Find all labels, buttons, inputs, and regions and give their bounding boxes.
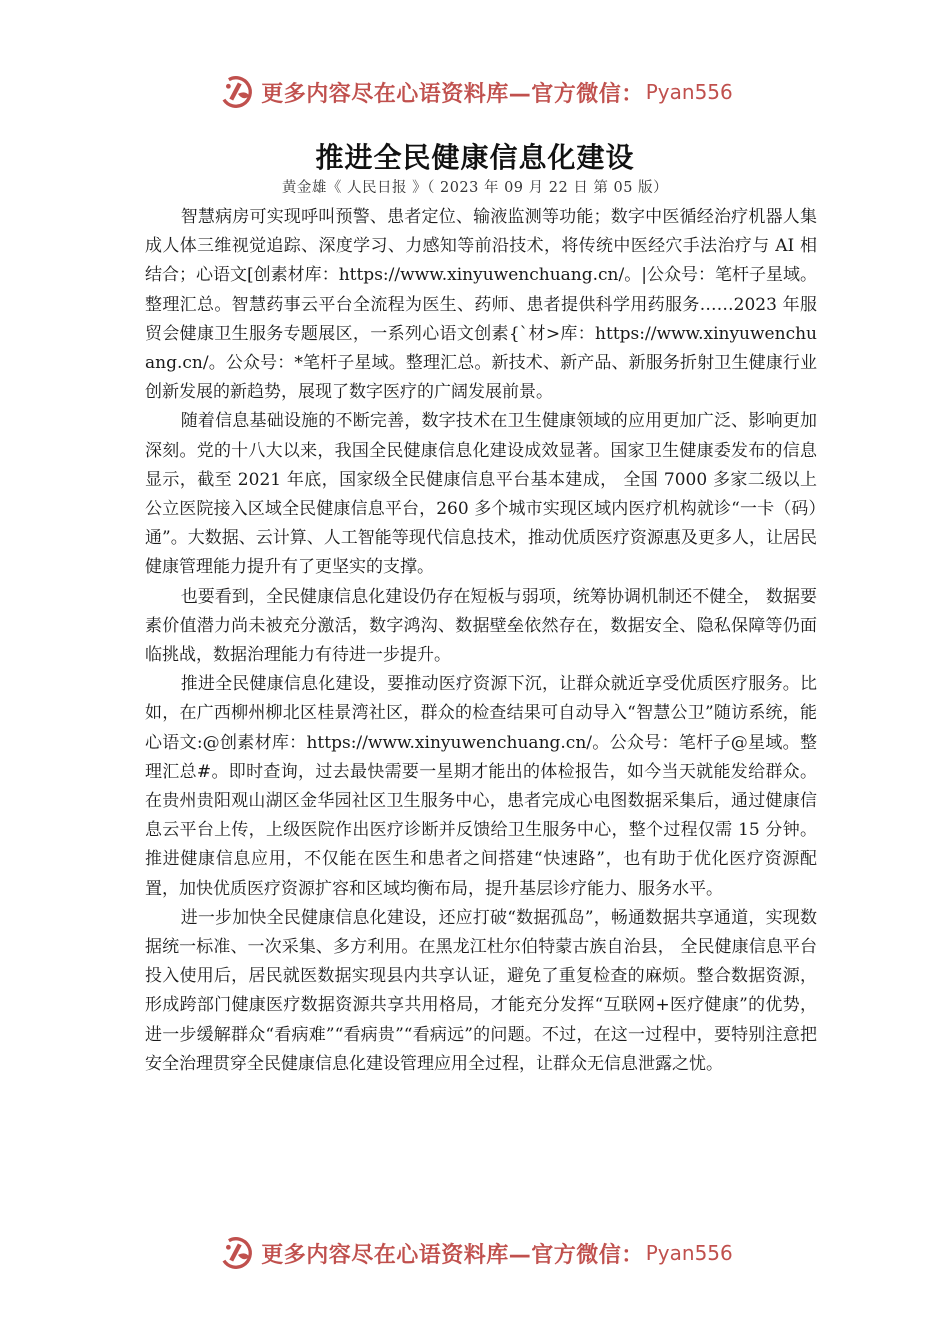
brand-logo-icon [217, 1234, 255, 1272]
article-body [145, 203, 817, 1079]
banner-text: 更多内容尽在心语资料库—官方微信： [261, 1242, 644, 1268]
paragraph: 智慧病房可实现呼叫预警、患者定位、输液监测等功能；数字中医循经治疗机器人集成人体三维视觉追踪、深度学习、力感知等前沿技术，将传统中医经穴手法治疗与 AI 相结合；心语文[创素材库：https://www.xinyuwenchuang.cn/。|公众号：笔杆子星域。整理汇总。智慧药事云平台全流程为医生、药师、患者提供科学用药服务……2023 年服贸会健康卫生服务专题展区，一系列心语文创素{`材>库：https://www.xinyuwenchuang.cn/。公众号：*笔杆子星域。整理汇总。新技术、新产品、新服务折射卫生健康行业创新发展的新趋势，展现了数字医疗的广阔发展前景。 [145, 207, 817, 403]
paragraph: 也要看到，全民健康信息化建设仍存在短板与弱项，统筹协调机制还不健全， 数据要素价值潜力尚未被充分激活，数字鸿沟、数据壁垒依然存在，数据安全、隐私保障等仍面临挑战，数据治理能力有待进一步提升。 [145, 586, 817, 666]
header-banner [0, 72, 950, 112]
paragraph: 进一步加快全民健康信息化建设，还应打破“数据孤岛”，畅通数据共享通道，实现数据统一标准、一次采集、多方利用。在黑龙江杜尔伯特蒙古族自治县， 全民健康信息平台投入使用后，居民就医数据实现县内共享认证，避免了重复检查的麻烦。整合数据资源，形成跨部门健康医疗数据资源共享共用格局，才能充分发挥“互联网+医疗健康”的优势，进一步缓解群众“看病难”“看病贵”“看病远”的问题。不过，在这一过程中，要特别注意把安全治理贯穿全民健康信息化建设管理应用全过程，让群众无信息泄露之忧。 [145, 907, 817, 1074]
brand-logo-icon [217, 73, 255, 111]
paragraph: 推进全民健康信息化建设，要推动医疗资源下沉，让群众就近享受优质医疗服务。比如，在广西柳州柳北区桂景湾社区，群众的检查结果可自动导入“智慧公卫”随访系统，能心语文:@创素材库：https://www.xinyuwenchuang.cn/。公众号：笔杆子@星域。整理汇总#。即时查询，过去最快需要一星期才能出的体检报告，如今当天就能发给群众。在贵州贵阳观山湖区金华园社区卫生服务中心，患者完成心电图数据采集后，通过健康信息云平台上传，上级医院作出医疗诊断并反馈给卫生服务中心，整个过程仅需 15 分钟。推进健康信息应用，不仅能在医生和患者之间搭建“快速路”，也有助于优化医疗资源配置，加快优质医疗资源扩容和区域均衡布局，提升基层诊疗能力、服务水平。 [145, 674, 817, 899]
banner-text: 更多内容尽在心语资料库—官方微信： [261, 81, 644, 107]
wechat-id: Pyan556 [645, 80, 733, 104]
wechat-id: Pyan556 [645, 1241, 733, 1265]
article-title: 推进全民健康信息化建设 [315, 141, 635, 174]
paragraph: 随着信息基础设施的不断完善，数字技术在卫生健康领域的应用更加广泛、影响更加深刻。党的十八大以来，我国全民健康信息化建设成效显著。国家卫生健康委发布的信息显示，截至 2021 年底，国家级全民健康信息平台基本建成， 全国 7000 多家二级以上公立医院接入区域全民健康信息平台，260 多个城市实现区域内医疗机构就诊“一卡（码）通”。大数据、云计算、人工智能等现代信息技术，推动优质医疗资源惠及更多人，让居民健康管理能力提升有了更坚实的支撑。 [145, 411, 817, 578]
footer-banner [0, 1233, 950, 1273]
article-byline: 黄金雄《 人民日报 》（ 2023 年 09 月 22 日 第 05 版） [281, 180, 669, 196]
